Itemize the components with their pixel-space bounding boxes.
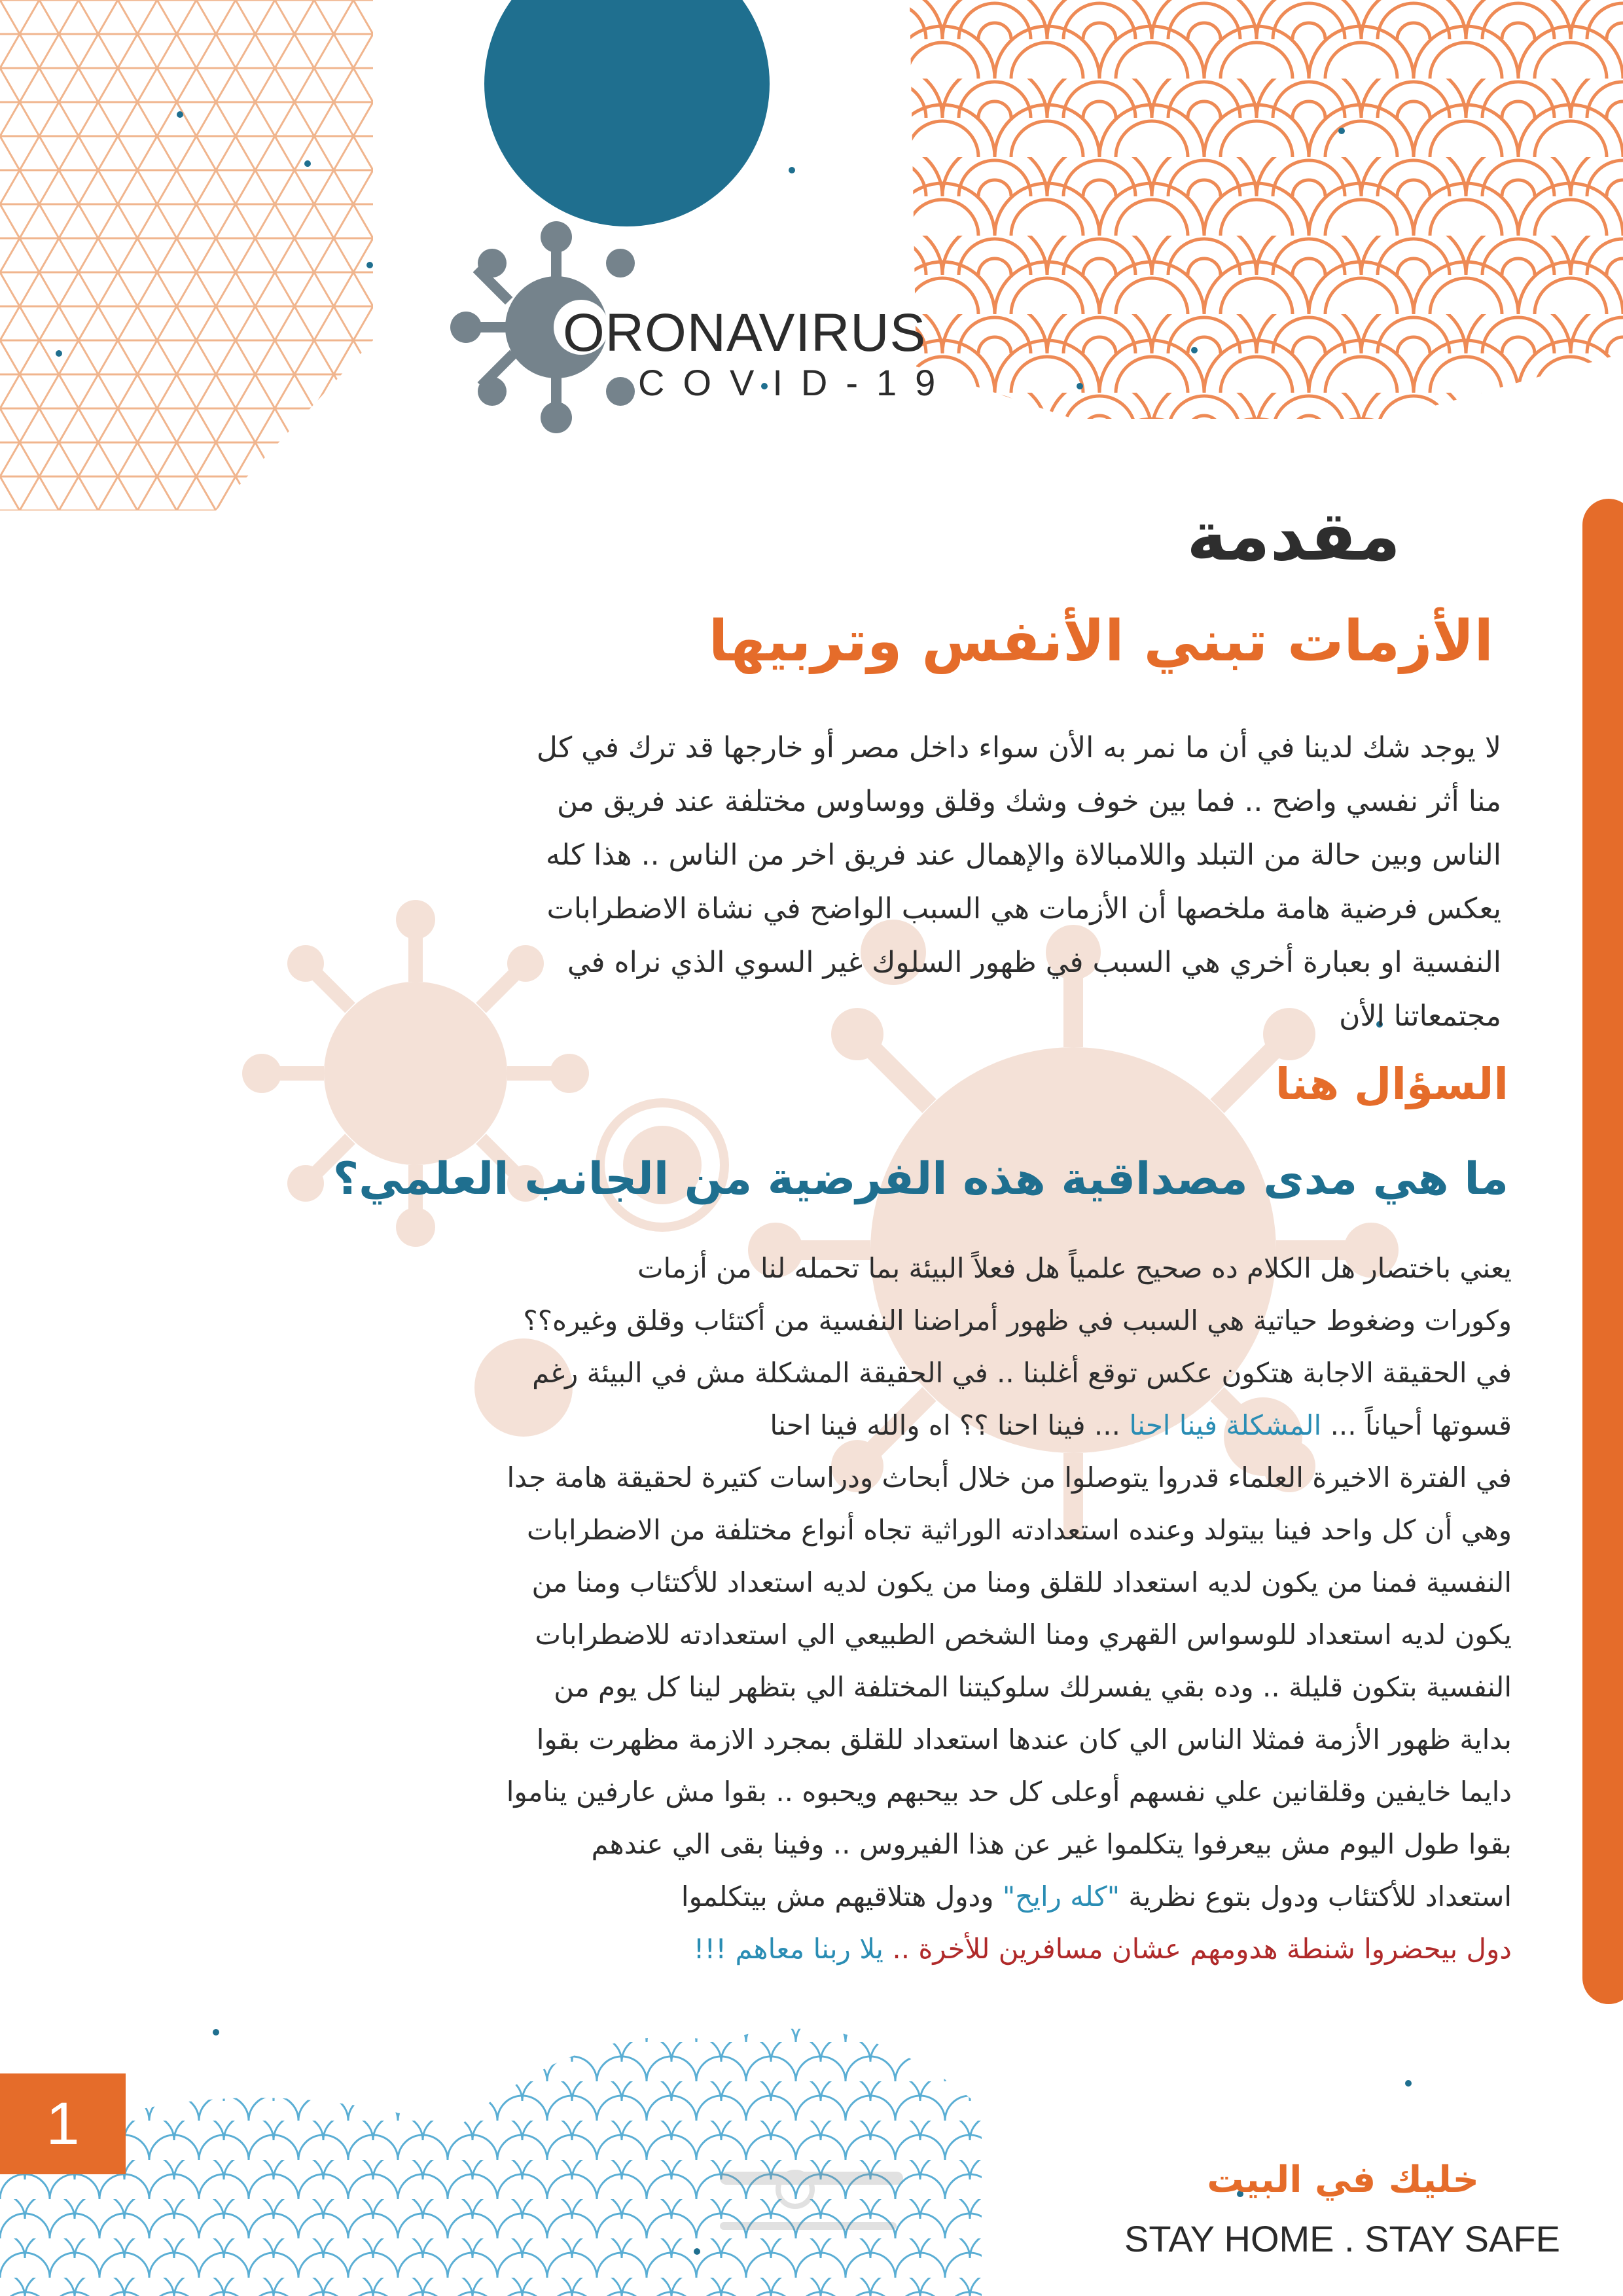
body-line — [124, 1399, 1512, 1452]
logo-subtitle: COVID-19 — [638, 362, 954, 403]
highlight-text: يلا ربنا معاهم !!! — [693, 1933, 883, 1965]
body-paragraph — [124, 1242, 1512, 1975]
body-line: النفسية فمنا من يكون لديه استعداد للقلق ومنا من يكون لديه استعداد للأكتئاب ومنا من — [531, 1566, 1512, 1598]
intro-paragraph — [258, 721, 1501, 1043]
body-line: يعني باختصار هل الكلام ده صحيح علمياً هل فعلاً البيئة بما تحمله لنا من أزمات — [637, 1252, 1512, 1284]
body-text: ... فينا احنا ؟؟ اه والله فينا احنا — [770, 1409, 1120, 1441]
body-line: يكون لديه استعداد للوسواس القهري ومنا الشخص الطبيعي الي استعدادته للاضطرابات — [535, 1619, 1512, 1651]
body-line — [124, 1871, 1512, 1923]
intro-line: لا يوجد شك لدينا في أن ما نمر به الأن سواء داخل مصر أو خارجها قد ترك في كل — [536, 731, 1501, 764]
body-text: ودول هتلاقيهم مش بيتكلموا — [681, 1880, 994, 1912]
intro-line: يعكس فرضية هامة ملخصها أن الأزمات هي السبب الواضح في نشاة الاضطرابات — [546, 892, 1501, 925]
red-text: دول بيحضروا شنطة هدومهم عشان مسافرين للأخرة .. — [892, 1933, 1512, 1965]
page-number: 1 — [0, 2073, 126, 2174]
section-subtitle: الأزمات تبني الأنفس وتربيها — [708, 609, 1493, 674]
body-line: بقوا طول اليوم مش بيعرفوا يتكلموا غير عن هذا الفيروس .. وفينا بقى الي عندهم — [591, 1828, 1512, 1860]
highlight-text: "كله رايح" — [1002, 1880, 1120, 1912]
highlight-text: المشكلة فينا احنا — [1129, 1409, 1322, 1441]
triangle-grid-decoration — [0, 0, 380, 517]
scale-pattern-decoration — [910, 0, 1623, 419]
intro-line: الناس وبين حالة من التبلد واللامبالاة والإهمال عند فريق اخر من الناس .. هذا كله — [546, 838, 1501, 872]
body-line: بداية ظهور الأزمة فمثلا الناس الي كان عندها استعداد للقلق بمجرد الازمة مظهرت بقوا — [536, 1723, 1512, 1755]
question-heading: ما هي مدى مصداقية هذه الفرضية من الجانب العلمي؟ — [332, 1153, 1508, 1205]
body-line: دايما خايفين وقلقانين علي نفسهم أوعلى كل حد بيحبهم ويحبوه .. بقوا مش عارفين يناموا — [506, 1776, 1512, 1808]
logo-wordmark: ORONAVIRUS — [563, 303, 927, 363]
body-line — [124, 1923, 1512, 1975]
page-title: مقدمة — [1186, 496, 1400, 576]
body-line: في الفترة الاخيرة العلماء قدروا يتوصلوا من خلال أبحاث ودراسات كتيرة لحقيقة هامة جدا — [507, 1462, 1512, 1494]
body-line: وهي أن كل واحد فينا بيتولد وعنده استعدادته الوراثية تجاه أنواع مختلفة من الاضطرابات — [527, 1514, 1512, 1546]
intro-line: النفسية او بعبارة أخري هي السبب في ظهور السلوك غير السوي الذي نراه في — [567, 946, 1501, 979]
footer-slogan-english: STAY HOME . STAY SAFE — [1124, 2218, 1560, 2259]
blue-circle-decoration — [484, 0, 770, 226]
body-text: قسوتها أحياناً ... — [1330, 1409, 1512, 1441]
body-line: في الحقيقة الاجابة هتكون عكس توقع أغلبنا .. في الحقيقة المشكلة مش في البيئة رغم — [532, 1357, 1512, 1389]
fish-scale-decoration — [0, 1996, 982, 2296]
footer-slogan-arabic: خليك في البيت — [1207, 2159, 1479, 2201]
question-label: السؤال هنا — [1275, 1059, 1508, 1109]
side-accent-bar — [1582, 499, 1623, 2004]
body-line: النفسية بتكون قليلة .. وده بقي يفسرلك سلوكيتنا المختلفة الي بتظهر لينا كل يوم من — [554, 1671, 1512, 1703]
body-text: استعداد للأكتئاب ودول بتوع نظرية — [1128, 1880, 1512, 1912]
intro-line: منا أثر نفسي واضح .. فما بين خوف وشك وقلق ووساوس مختلفة عند فريق من — [557, 785, 1501, 818]
intro-line: مجتمعاتنا الأن — [1339, 999, 1501, 1033]
body-line: وكورات وضغوط حياتية هي السبب في ظهور أمراضنا النفسية من أكتئاب وقلق وغيره؟؟ — [523, 1304, 1512, 1336]
